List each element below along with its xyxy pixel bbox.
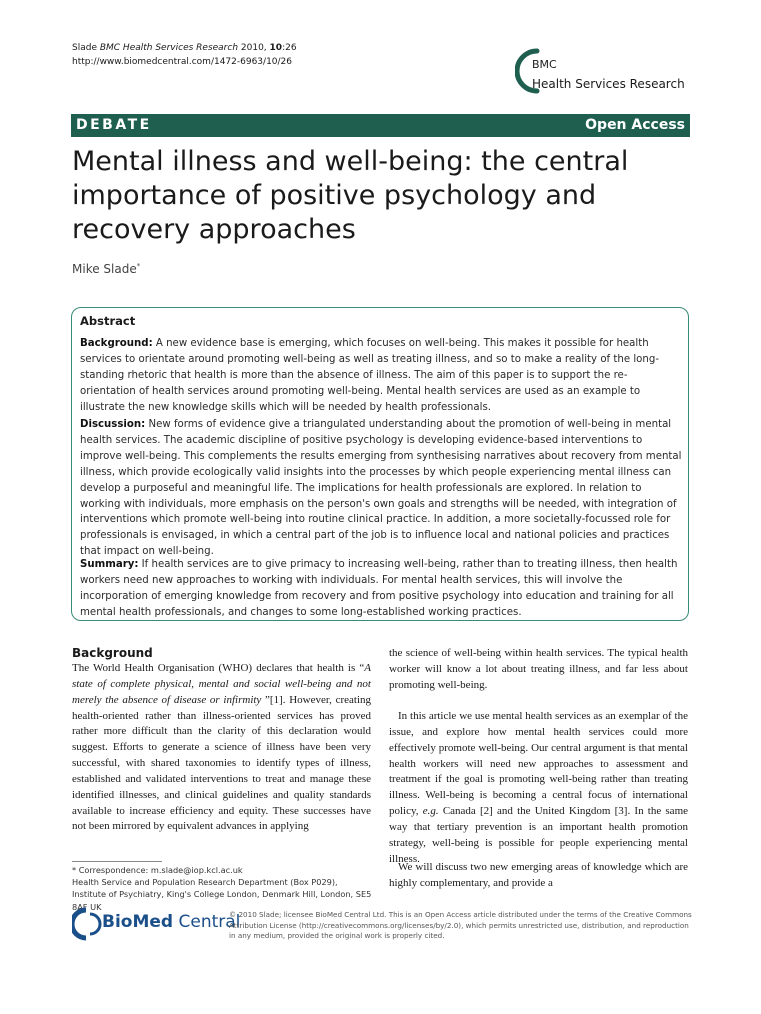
- citation-volume: 10: [269, 43, 283, 53]
- body-right-text-a: In this article we use mental health services as an exemplar of the issue, and explore how mental health services could more effectively promote well-being. Our central argument is that mental health workers will need new approaches to assessment and treatment if the goal is promoting well-being rather than treating illness. Well-being is becoming a central focus of international policy,: [389, 710, 688, 818]
- biomed-logo-mark-icon: [72, 906, 102, 942]
- abstract-summary: [80, 557, 683, 621]
- biomed-logo-bold: BioMed: [102, 912, 174, 932]
- citation-journal: BMC Health Services Research: [99, 43, 239, 53]
- abstract-discussion-label: Discussion:: [80, 419, 146, 430]
- section-heading-background: Background: [72, 646, 153, 660]
- who-definition-quote: A state of complete physical, mental and social well-being and not merely the absence of disease or infirmity: [72, 662, 371, 706]
- citation-url[interactable]: http://www.biomedcentral.com/1472-6963/10/26: [72, 57, 292, 67]
- body-right-eg: e.g.: [422, 805, 439, 818]
- body-right-paragraph-3: We will discuss two new emerging areas of knowledge which are highly complementary, and provide a: [389, 861, 688, 889]
- abstract-background-label: Background:: [80, 338, 153, 349]
- body-right-text-b: Canada [2] and the United Kingdom [3]. In the same way that tertiary prevention is an important health promotion strategy, well-being is possible for people experiencing mental illness.: [389, 805, 689, 865]
- article-banner: [71, 114, 690, 137]
- biomed-logo-text: [102, 912, 240, 932]
- abstract-discussion-text: New forms of evidence give a triangulated understanding about the promotion of well-being in mental health services. The academic discipline of positive psychology is developing evidence-based interventions to improve well-being. This complements the results emerging from synthesising narratives about recovery from mental illness, which provide ecologically valid insights into the processes by which people experiencing mental illness can develop a purposeful and meaningful life. The implications for health professionals are explored. In relation to working with individuals, more emphasis on the person's own goals and strengths will be needed, with integration of interventions which promote well-being into routine clinical practice. In addition, a more societally-focussed role for professionals is envisaged, in which a central part of the job is to influence local and national policies and practices that impact on well-being.: [80, 419, 682, 558]
- abstract-discussion: [80, 417, 683, 560]
- abstract-summary-label: Summary:: [80, 559, 139, 570]
- correspondence-email[interactable]: * Correspondence: m.slade@iop.kcl.ac.uk: [72, 865, 243, 875]
- citation-article: :26: [282, 43, 297, 53]
- abstract-background-text: A new evidence base is emerging, which focuses on well-being. This makes it possible for health services to orientate around promoting well-being as well as treating illness, and so to make a reality of the long-standing rhetoric that health is more than the absence of illness. The aim of this paper is to support the re-orientation of health services around promoting well-being. Mental health services are used as an example to illustrate the new knowledge skills which will be needed by health professionals.: [80, 338, 659, 413]
- body-left-text-a: The World Health Organisation (WHO) declares that health is “: [72, 662, 365, 674]
- open-access-label: Open Access: [585, 117, 685, 133]
- license-notice: © 2010 Slade; licensee BioMed Central Ltd. This is an Open Access article distributed under the terms of the Creative Commons Attribution License (http://creativecommons.org/licenses/by/2.0), which permits unrestricted use, distribution, and reproduction in any medium, provided the original work is properly cited.: [229, 910, 692, 941]
- body-left-column: [72, 661, 371, 835]
- journal-logo: [515, 47, 695, 95]
- body-right-paragraph-1: the science of well-being within health services. The typical health worker will know a lot about treating illness, and far less about promoting well-being.: [389, 647, 688, 691]
- article-type-label: DEBATE: [76, 117, 152, 133]
- author-line: [72, 262, 140, 276]
- citation-author: Slade: [72, 43, 100, 53]
- author-name: Mike Slade: [72, 262, 137, 276]
- footnote-divider: [72, 861, 162, 862]
- journal-logo-name: Health Services Research: [532, 77, 685, 91]
- body-right-paragraph-2: [389, 709, 688, 867]
- body-left-text-b: ”[1]. However, creating health-oriented rather than illness-oriented services has proved rather more difficult than the clarity of this declaration would suggest. Efforts to generate a science of illness have been very successful, with shared taxonomies to identify types of illness, established and validated interventions to treat and manage these identified illnesses, and clinical guidelines and quality standards available to increase efficiency and equity. These successes have not been mirrored by equivalent advances in applying: [72, 693, 371, 833]
- abstract-heading: Abstract: [80, 314, 136, 328]
- citation-block: [72, 41, 297, 69]
- article-title: Mental illness and well-being: the central importance of positive psychology and recovery approaches: [72, 146, 629, 245]
- citation-line: [72, 41, 297, 55]
- correspondence-mark: *: [136, 262, 141, 270]
- citation-year: 2010,: [238, 43, 270, 53]
- correspondence-address: Health Service and Population Research Department (Box P029), Institute of Psychiatry, King's College London, Denmark Hill, London, SE5 8AF UK: [72, 877, 372, 912]
- journal-logo-bmc: BMC: [532, 58, 557, 71]
- biomed-logo-light: Central: [173, 912, 241, 932]
- abstract-background: [80, 336, 683, 416]
- abstract-summary-text: If health services are to give primacy to increasing well-being, rather than to treating illness, then health workers need new approaches to working with individuals. For mental health services, this will involve the incorporation of emerging knowledge from recovery and from positive psychology into education and training for all mental health professionals, and changes to some long-established working practices.: [80, 559, 678, 618]
- biomed-central-logo: [72, 906, 241, 942]
